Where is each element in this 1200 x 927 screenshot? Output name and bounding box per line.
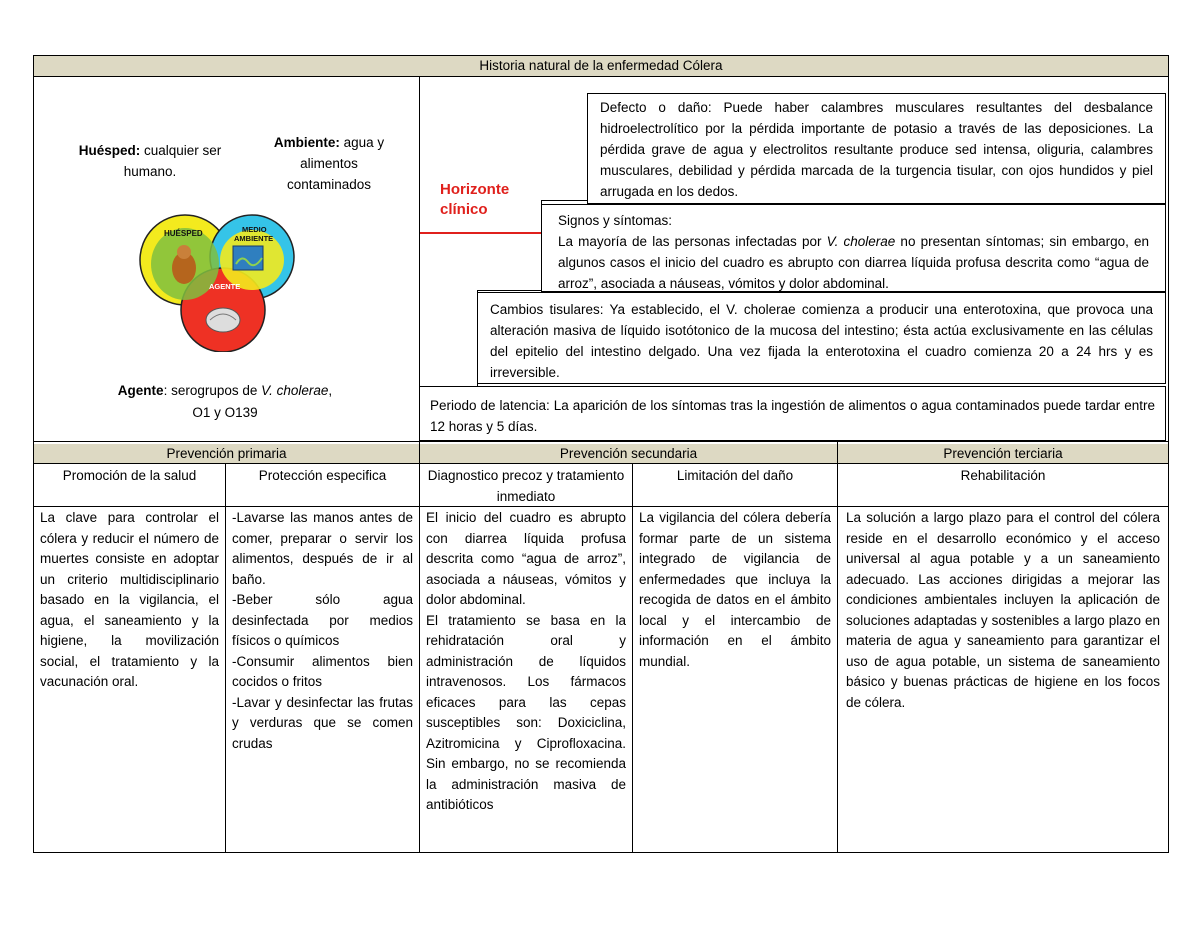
defecto-dano-box: Defecto o daño: Puede haber calambres musculares resultantes del desbalance hidroelectrolítico por la pérdida importante de potasio a través de las deposiciones. La pérdida grave de agua y electrolitos resultante produce sed intensa, oliguria, calambres musculares, debilidad y pérdida marcada de la turgencia tisular, con ojos hundidos y piel arrugada en los dedos. <box>587 93 1166 204</box>
promocion-header: Promoción de la salud <box>62 468 197 483</box>
proteccion-header: Protección especifica <box>258 468 387 483</box>
page-title: Historia natural de la enfermedad Cólera <box>34 56 1168 77</box>
epidemiological-triad-diagram <box>130 212 310 352</box>
proteccion-content <box>226 508 419 754</box>
diagnostico-content: El inicio del cuadro es abrupto con diarrea líquida profusa descrita como “agua de arroz”, asociada a náuseas, vómitos y dolor abdominal. El tratamiento se basa en la rehidratación oral y administración de líquidos intravenosos. Los fármacos eficaces para las cepas susceptibles son: Doxiciclina, Azitromicina y Ciprofloxacina. Sin embargo, no se recomienda la administración masiva de antibióticos <box>426 510 626 812</box>
signos-sintomas-box: Signos y síntomas: La mayoría de las personas infectadas por V. cholerae no presentan síntomas; sin embargo, en algunos casos el inicio del cuadro es abrupto con diarrea líquida profusa descrita como “agua de arroz”, asociada a náuseas, vómitos y dolor abdominal. <box>541 204 1166 292</box>
divider <box>34 441 1168 442</box>
huesped-text: Huésped: cualquier ser humano. <box>78 143 222 179</box>
ambiente-text: Ambiente: agua y alimentos contaminados <box>273 135 385 192</box>
prevencion-terciaria-header: Prevención terciaria <box>838 444 1168 464</box>
proteccion-item: -Lavar y desinfectar las frutas y verduras que se comen crudas <box>232 694 413 751</box>
proteccion-item: -Lavarse las manos antes de comer, preparar o servir los alimentos, después de ir al baño. <box>232 510 413 587</box>
divider <box>34 506 1168 507</box>
prevencion-primaria-header: Prevención primaria <box>34 444 419 464</box>
stair-line <box>477 290 542 291</box>
rehabilitacion-content: La solución a largo plazo para el control del cólera reside en el desarrollo económico y el acceso universal al agua potable y a un saneamiento adecuado. Las acciones dirigidas a mejorar las condiciones ambientales incluyen la aplicación de soluciones adaptadas y sostenibles a largo plazo en materia de agua y saneamiento para garantizar el uso de agua potable, un sistema de saneamiento básico y buenas prácticas de higiene en los focos de cólera. <box>846 510 1160 710</box>
diagram-label-huesped: HUÉSPED <box>164 229 203 238</box>
diagram-label-medio: MEDIO <box>242 225 267 234</box>
diagram-label-ambiente: AMBIENTE <box>234 234 274 243</box>
horizonte-red-line <box>420 232 542 234</box>
diagnostico-header: Diagnostico precoz y tratamiento inmediato <box>427 468 625 504</box>
agente-text: Agente: serogrupos de V. cholerae, O1 y O139 <box>117 383 333 420</box>
promocion-content: La clave para controlar el cólera y reducir el número de muertes consiste en adoptar un criterio multidisciplinario basado en la vigilancia, el agua, el saneamiento y la higiene, la movilización social, el tratamiento y la vacunación oral. <box>40 510 219 689</box>
rehabilitacion-header: Rehabilitación <box>960 468 1046 483</box>
stair-line <box>541 200 587 201</box>
limitacion-header: Limitación del daño <box>676 468 794 483</box>
periodo-latencia-box: Periodo de latencia: La aparición de los síntomas tras la ingestión de alimentos o agua contaminados puede tardar entre 12 horas y 5 días. <box>419 386 1166 441</box>
prevencion-secundaria-header: Prevención secundaria <box>420 444 837 464</box>
limitacion-content: La vigilancia del cólera debería formar parte de un sistema integrado de vigilancia de enfermedades que incluya la recogida de datos en el ámbito local y el intercambio de información en el ámbito mundial. <box>639 510 831 669</box>
horizonte-clinico-label: Horizonte clínico <box>440 181 510 218</box>
cambios-tisulares-box: Cambios tisulares: Ya establecido, el V. cholerae comienza a producir una enterotoxina, que provoca una alteración masiva de líquido isotótonico de la mucosa del intestino; ésta actúa exclusivamente en las células del epitelio del intestino delgado. Una vez fijada la enterotoxina el cuadro comienza 20 a 24 hrs y es irreversible. <box>477 292 1166 384</box>
diagram-label-agente: AGENTE <box>209 282 241 291</box>
proteccion-item: -Beber sólo agua desinfectada por medios físicos o químicos <box>232 592 413 648</box>
proteccion-item: -Consumir alimentos bien cocidos o fritos <box>232 653 413 689</box>
